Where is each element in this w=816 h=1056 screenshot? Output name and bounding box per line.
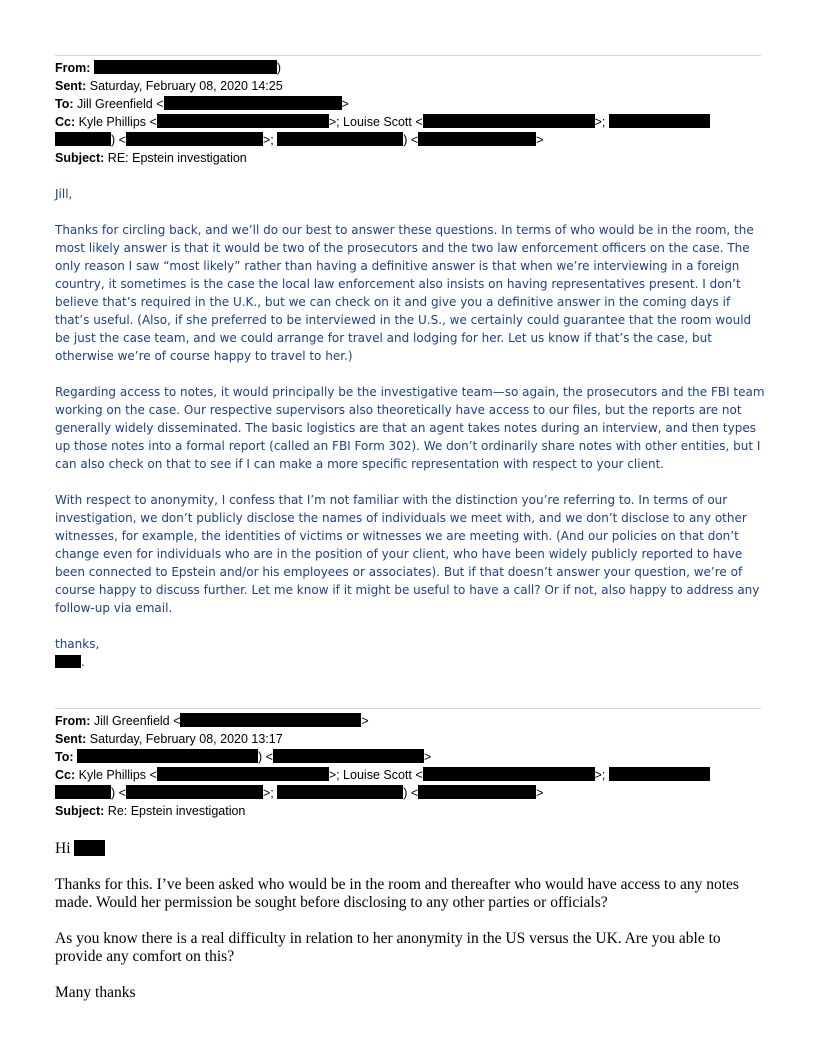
- to-suffix: >: [341, 97, 349, 111]
- from-name: Jill Greenfield <: [93, 714, 181, 728]
- from-suffix: >: [361, 714, 369, 728]
- subject-label: Subject:: [55, 151, 105, 165]
- signoff-text: thanks,: [55, 637, 100, 651]
- redaction-block: [423, 114, 595, 128]
- cc-separator: ) <: [111, 133, 126, 147]
- from-suffix: ): [276, 61, 282, 75]
- email2-subject-line: [55, 802, 245, 820]
- greeting-text: Hi: [55, 840, 71, 857]
- email1-from-line: [55, 59, 281, 77]
- email1-to-line: [55, 95, 349, 113]
- redaction-block: [55, 132, 111, 146]
- email1-subject-line: [55, 149, 247, 167]
- body-paragraph: As you know there is a real difficulty in relation to her anonymity in the US versus the UK. Are you able to provide any comfort on this?: [55, 930, 721, 965]
- to-separator: ) <: [258, 750, 273, 764]
- to-label: To:: [55, 750, 74, 764]
- signature-suffix: .: [81, 655, 85, 669]
- email2-cc-line-2: [55, 784, 543, 802]
- redaction-block: [273, 749, 424, 763]
- redaction-block: [126, 785, 263, 799]
- body-paragraph: Thanks for this. I’ve been asked who would be in the room and thereafter who would have access to any notes made. Would her permission be sought before disclosing to any other parties or officials?: [55, 876, 739, 911]
- email2-from-line: [55, 712, 369, 730]
- redaction-block: [55, 655, 81, 668]
- redaction-block: [157, 767, 329, 781]
- email1-greeting: [55, 185, 765, 203]
- sent-value: Saturday, February 08, 2020 13:17: [89, 732, 283, 746]
- closing-text: Many thanks: [55, 984, 136, 1001]
- redaction-block: [180, 713, 361, 727]
- from-label: From:: [55, 61, 91, 75]
- email2-greeting: [55, 840, 761, 858]
- cc-label: Cc:: [55, 115, 76, 129]
- cc-separator: ) <: [403, 786, 419, 800]
- redaction-block: [609, 114, 710, 128]
- cc-separator: >: [536, 786, 544, 800]
- sent-value: Saturday, February 08, 2020 14:25: [89, 79, 283, 93]
- greeting-text: Jill,: [55, 187, 73, 201]
- email1-sent-line: [55, 77, 283, 95]
- subject-value: RE: Epstein investigation: [107, 151, 247, 165]
- redaction-block: [423, 767, 595, 781]
- sent-label: Sent:: [55, 732, 87, 746]
- redaction-block: [418, 132, 536, 146]
- cc-separator: >; Louise Scott <: [328, 768, 423, 782]
- redaction-block: [77, 749, 258, 763]
- redaction-block: [74, 840, 105, 856]
- to-label: To:: [55, 97, 74, 111]
- body-paragraph: Regarding access to notes, it would principally be the investigative team—so again, the prosecutors and the FBI team working on the case. Our respective supervisors also theoretically have access to our files, but the reports are not generally widely disseminated. The basic logistics are that an agent takes notes during an interview, and then types up those notes into a formal report (called an FBI Form 302). We don’t ordinarily share notes with other entities, but I can also check on that to see if I can make a more specific representation with respect to your client.: [55, 385, 765, 471]
- header-divider: [55, 55, 761, 56]
- redaction-block: [126, 132, 263, 146]
- from-label: From:: [55, 714, 91, 728]
- subject-value: Re: Epstein investigation: [107, 804, 246, 818]
- cc-separator: >;: [594, 115, 606, 129]
- email1-cc-line: [55, 113, 710, 131]
- email1-paragraph-1: [55, 221, 765, 365]
- cc-separator: >;: [594, 768, 606, 782]
- email2-sent-line: [55, 730, 283, 748]
- email1-cc-line-2: [55, 131, 543, 149]
- redaction-block: [157, 114, 329, 128]
- email2-to-line: [55, 748, 431, 766]
- redaction-block: [418, 785, 536, 799]
- cc-separator: >;: [262, 786, 274, 800]
- body-paragraph: With respect to anonymity, I confess that I’m not familiar with the distinction you’re referring to. In terms of our investigation, we don’t publicly disclose the names of individuals we meet with, and we don’t disclose to any other witnesses, for example, the identities of victims or witnesses we are meeting with. (And our policies on that don’t change even for individuals who are in the position of your client, who have been widely publicly reported to have been connected to Epstein and/or his employees or associates). But if that doesn’t answer your question, we’re of course happy to discuss further. Let me know if it might be useful to have a call? Or if not, also happy to address any follow-up via email.: [55, 493, 760, 615]
- cc-separator: >: [536, 133, 544, 147]
- header-divider: [55, 708, 761, 709]
- redaction-block: [94, 60, 277, 74]
- email1-signoff: [55, 635, 765, 653]
- email2-cc-line: [55, 766, 710, 784]
- redaction-block: [277, 132, 403, 146]
- email1-signature: [55, 653, 765, 671]
- email2-closing: [55, 984, 761, 1002]
- to-suffix: >: [423, 750, 432, 764]
- cc-name: Kyle Phillips <: [78, 768, 157, 782]
- email2-paragraph-1: [55, 876, 761, 912]
- redaction-block: [609, 767, 710, 781]
- redaction-block: [55, 785, 111, 799]
- cc-separator: ) <: [403, 133, 419, 147]
- body-paragraph: Thanks for circling back, and we’ll do our best to answer these questions. In terms of who would be in the room, the most likely answer is that it would be two of the prosecutors and the two law enforcement officers on the case. The only reason I saw “most likely” rather than having a definitive answer is that when we’re interviewing in a foreign country, it sometimes is the case the local law enforcement also insists on having representatives present. I don’t believe that’s required in the U.K., but we can check on it and give you a definitive answer in the coming days if that’s useful. (Also, if she preferred to be interviewed in the U.S., we certainly could guarantee that the room would be just the case team, and we could arrange for travel and lodging for her. Let us know if that’s the case, but otherwise we’re of course happy to travel to her.): [55, 223, 754, 363]
- to-name: Jill Greenfield <: [77, 97, 164, 111]
- cc-label: Cc:: [55, 768, 76, 782]
- cc-name: Kyle Phillips <: [78, 115, 157, 129]
- email1-paragraph-2: [55, 383, 765, 473]
- redaction-block: [164, 96, 342, 110]
- subject-label: Subject:: [55, 804, 105, 818]
- redaction-block: [277, 785, 403, 799]
- sent-label: Sent:: [55, 79, 87, 93]
- cc-separator: ) <: [111, 786, 126, 800]
- email2-paragraph-2: [55, 930, 761, 966]
- cc-separator: >;: [262, 133, 274, 147]
- cc-separator: >; Louise Scott <: [328, 115, 423, 129]
- email1-paragraph-3: [55, 491, 765, 617]
